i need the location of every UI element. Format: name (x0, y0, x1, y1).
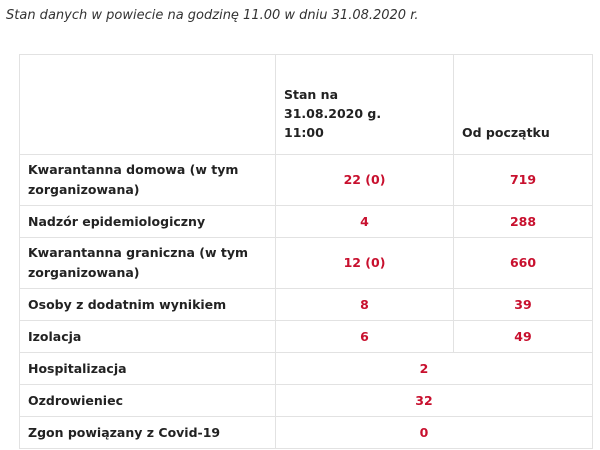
header-total-label: Od początku (462, 125, 550, 140)
header-total-cell (454, 55, 593, 155)
row-label: Zgon powiązany z Covid-19 (20, 417, 276, 449)
table-row (20, 321, 593, 353)
row-label: Kwarantanna domowa (w tym zorganizowana) (20, 155, 276, 206)
header-empty-cell (20, 55, 276, 155)
row-total-value: 49 (454, 321, 593, 353)
row-label: Kwarantanna graniczna (w tym zorganizowana) (20, 238, 276, 289)
row-current-value: 12 (0) (276, 238, 454, 289)
table-row (20, 155, 593, 206)
row-total-value: 719 (454, 155, 593, 206)
row-label: Izolacja (20, 321, 276, 353)
table-row (20, 385, 593, 417)
header-current-cell (276, 55, 454, 155)
row-merged-value: 0 (419, 424, 429, 440)
row-label: Osoby z dodatnim wynikiem (20, 289, 276, 321)
row-total-value: 660 (454, 238, 593, 289)
table-row (20, 289, 593, 321)
row-current-value: 6 (276, 321, 454, 353)
row-total-value: 39 (454, 289, 593, 321)
row-current-value: 22 (0) (276, 155, 454, 206)
row-label: Hospitalizacja (20, 353, 276, 385)
row-merged-cell (276, 353, 593, 385)
table-row (20, 238, 593, 289)
row-merged-value: 2 (419, 360, 429, 376)
row-current-value: 4 (276, 206, 454, 238)
row-merged-cell (276, 385, 593, 417)
row-total-value: 288 (454, 206, 593, 238)
table-row (20, 353, 593, 385)
row-merged-cell (276, 417, 593, 449)
header-current-label: Stan na 31.08.2020 g. 11:00 (284, 87, 382, 140)
table-row (20, 417, 593, 449)
row-current-value: 8 (276, 289, 454, 321)
row-label: Nadzór epidemiologiczny (20, 206, 276, 238)
status-table (19, 54, 593, 449)
table-header-row (20, 55, 593, 155)
row-merged-value: 32 (415, 392, 433, 408)
row-label: Ozdrowieniec (20, 385, 276, 417)
table-row (20, 206, 593, 238)
page-title: Stan danych w powiecie na godzinę 11.00 w dniu 31.08.2020 r. (6, 8, 419, 23)
